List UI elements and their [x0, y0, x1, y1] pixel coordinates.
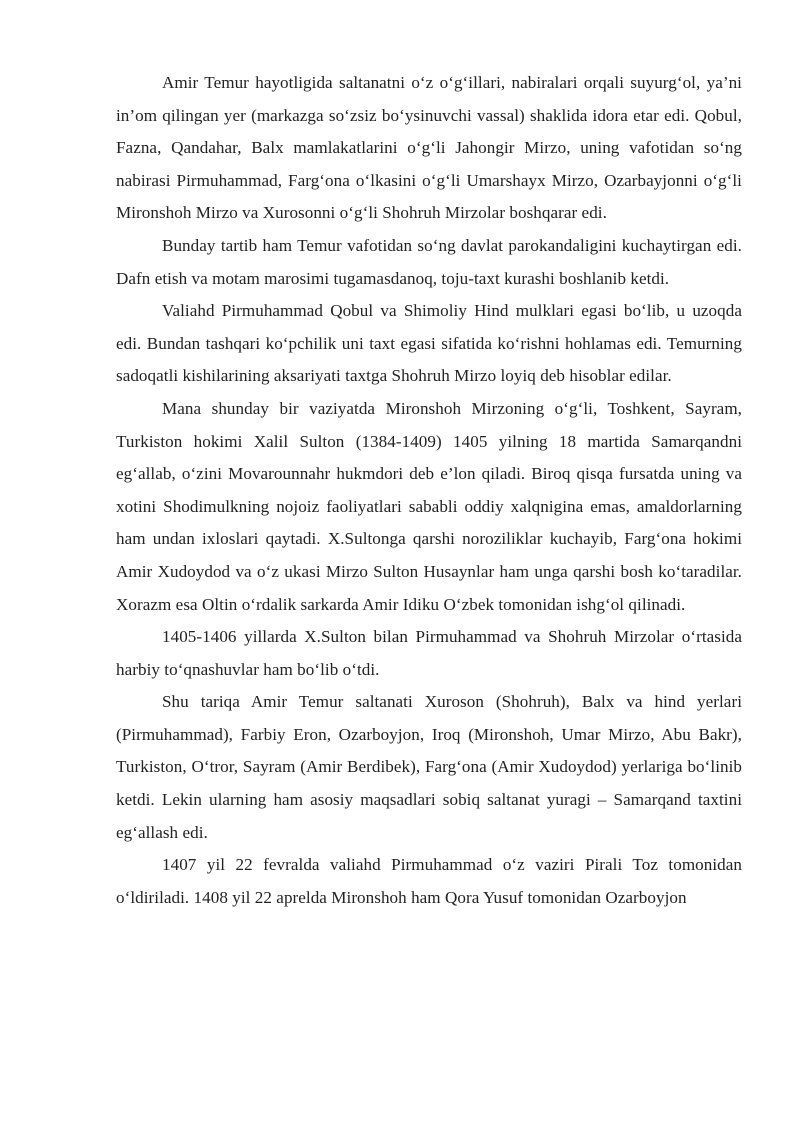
paragraph-1: Amir Temur hayotligida saltanatni o‘z o‘g‘illari, nabiralari orqali suyurg‘ol, ya’ni in’om qilingan yer (markazga so‘zsiz bo‘ysinuvchi vassal) shaklida idora etar edi. Qobul, Fazna, Qandahar, Balx mamlakatlarini o‘g‘li Jahongir Mirzo, uning vafotidan so‘ng nabirasi Pirmuhammad, Farg‘ona o‘lkasini o‘g‘li Umarshayx Mirzo, Ozarbayjonni o‘g‘li Mironshoh Mirzo va Xurosonni o‘g‘li Shohruh Mirzolar boshqarar edi. [116, 73, 742, 223]
paragraph-7: 1407 yil 22 fevralda valiahd Pirmuhammad o‘z vaziri Pirali Toz tomonidan o‘ldiriladi. 1408 yil 22 aprelda Mironshoh ham Qora Yusuf tomonidan Ozarboyjon [116, 855, 742, 907]
paragraph-6: Shu tariqa Amir Temur saltanati Xuroson (Shohruh), Balx va hind yerlari (Pirmuhammad), Farbiy Eron, Ozarboyjon, Iroq (Mironshoh, Umar Mirzo, Abu Bakr), Turkiston, O‘tror, Sayram (Amir Berdibek), Farg‘ona (Amir Xudoydod) yerlariga bo‘linib ketdi. Lekin ularning ham asosiy maqsadlari sobiq saltanat yuragi – Samarqand taxtini eg‘allash edi. [116, 692, 742, 842]
paragraph-4: Mana shunday bir vaziyatda Mironshoh Mirzoning o‘g‘li, Toshkent, Sayram, Turkiston hokimi Xalil Sulton (1384-1409) 1405 yilning 18 martida Samarqandni eg‘allab, o‘zini Movarounnahr hukmdori deb e’lon qiladi. Biroq qisqa fursatda uning va xotini Shodimulkning nojoiz faoliyatlari sababli oddiy xalqnigina emas, amaldorlarning ham undan ixloslari qaytadi. X.Sultonga qarshi noroziliklar kuchayib, Farg‘ona hokimi Amir Xudoydod va o‘z ukasi Mirzo Sulton Husaynlar ham unga qarshi bosh ko‘taradilar. Xorazm esa Oltin o‘rdalik sarkarda Amir Idiku O‘zbek tomonidan ishg‘ol qilinadi. [116, 398, 742, 614]
paragraph-3: Valiahd Pirmuhammad Qobul va Shimoliy Hind mulklari egasi bo‘lib, u uzoqda edi. Bundan tashqari ko‘pchilik uni taxt egasi sifatida ko‘rishni hohlamas edi. Temurning sadoqatli kishilarining aksariyati taxtga Shohruh Mirzo loyiq deb hisoblar edilar. [116, 301, 742, 386]
paragraph-2: Bunday tartib ham Temur vafotidan so‘ng davlat parokandaligini kuchaytirgan edi. Dafn etish va motam marosimi tugamasdanoq, toju-taxt kurashi boshlanib ketdi. [116, 235, 742, 288]
paragraph-5: 1405-1406 yillarda X.Sulton bilan Pirmuhammad va Shohruh Mirzolar o‘rtasida harbiy to‘qnashuvlar ham bo‘lib o‘tdi. [116, 627, 742, 679]
body-text [116, 67, 742, 914]
